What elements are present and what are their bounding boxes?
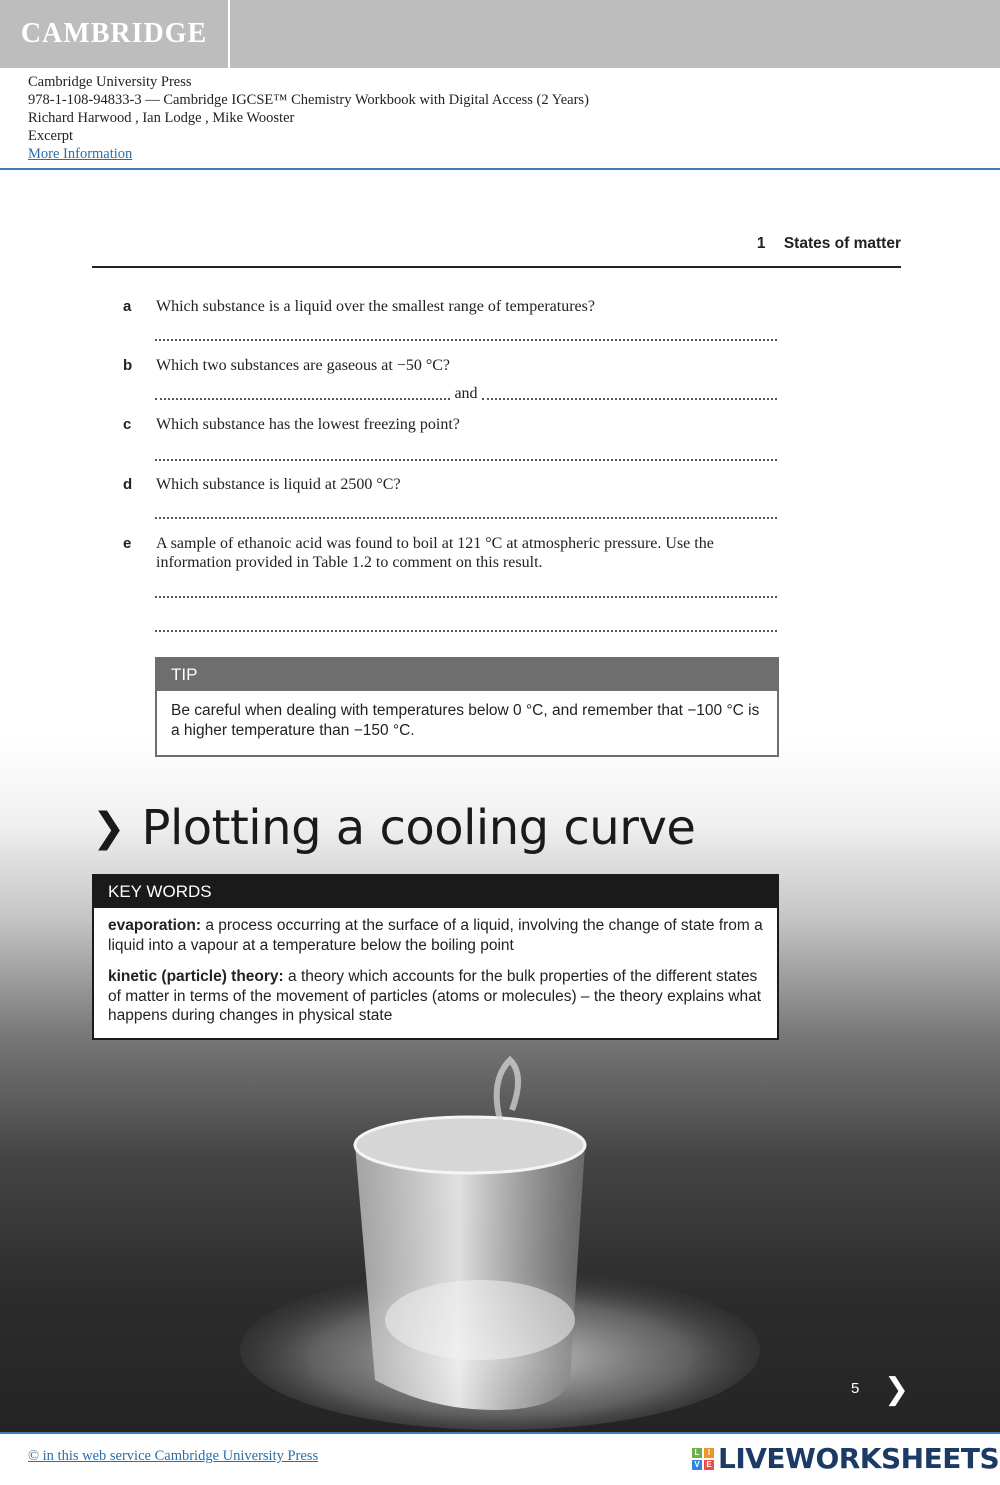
chapter-title: States of matter	[783, 235, 901, 252]
chapter-number: 1	[756, 235, 766, 252]
more-information-link[interactable]: More Information	[28, 146, 133, 162]
tile-v: V	[692, 1460, 702, 1470]
glass-glow	[385, 1280, 575, 1360]
footer-divider	[0, 1432, 1000, 1434]
liveworksheets-logo	[692, 1442, 999, 1475]
key-word-term: kinetic (particle) theory:	[108, 968, 284, 985]
copyright-link[interactable]: © in this web service Cambridge University Press	[28, 1448, 319, 1464]
liveworksheets-tiles-icon	[692, 1448, 714, 1470]
excerpt-label: Excerpt	[28, 128, 74, 144]
glass-rim	[355, 1117, 585, 1173]
answer-line-second[interactable]	[482, 386, 777, 400]
section-heading	[92, 800, 695, 856]
answer-line[interactable]	[155, 517, 777, 519]
question-text: A sample of ethanoic acid was found to boil at 121 °C at atmospheric pressure. Use the information provided in Table 1.2 to comment on this result.	[156, 535, 714, 571]
question-letter: e	[123, 535, 132, 552]
question-text: Which substance has the lowest freezing point?	[156, 416, 460, 433]
glass-body	[355, 1145, 585, 1410]
question-letter: c	[123, 416, 132, 433]
question-text: Which two substances are gaseous at −50 °C?	[156, 357, 451, 374]
header-divider	[0, 168, 1000, 170]
tile-e: E	[704, 1460, 714, 1470]
book-metadata	[28, 73, 589, 163]
answer-line[interactable]	[155, 459, 777, 461]
key-word-entry	[108, 916, 763, 955]
question-letter: b	[123, 357, 133, 374]
authors: Richard Harwood , Ian Lodge , Mike Wooster	[28, 110, 295, 126]
section-title: Plotting a cooling curve	[141, 800, 696, 856]
publisher: Cambridge University Press	[28, 74, 192, 90]
answer-line-first[interactable]	[155, 386, 450, 400]
tile-i: I	[704, 1448, 714, 1458]
running-head-rule	[92, 266, 901, 268]
question-letter: d	[123, 476, 133, 493]
key-word-entry	[108, 967, 763, 1026]
isbn-title: 978-1-108-94833-3 — Cambridge IGCSE™ Chemistry Workbook with Digital Access (2 Years)	[28, 92, 589, 108]
running-head	[757, 235, 901, 253]
brand-text: CAMBRIDGE	[20, 18, 208, 49]
vapour-wisp	[497, 1060, 518, 1120]
tip-body: Be careful when dealing with temperatures below 0 °C, and remember that −100 °C is a higher temperature than −150 °C.	[171, 702, 760, 739]
page-number: 5	[851, 1380, 860, 1397]
key-word-term: evaporation:	[108, 917, 202, 934]
key-words-box	[92, 874, 779, 1040]
key-word-definition: a process occurring at the surface of a liquid, involving the change of state from a liquid into a vapour at a temperature below the boiling point	[108, 917, 763, 954]
tile-l: L	[692, 1448, 702, 1458]
answer-line-pair	[155, 385, 777, 403]
question-text: Which substance is liquid at 2500 °C?	[156, 476, 401, 493]
question-letter: a	[123, 298, 132, 315]
answer-line[interactable]	[155, 630, 777, 632]
chevron-right-icon: ❯	[92, 805, 126, 851]
key-words-heading: KEY WORDS	[94, 876, 777, 908]
glass-illustration	[230, 1050, 770, 1432]
cambridge-logo	[0, 0, 230, 68]
tip-heading: TIP	[157, 659, 777, 691]
next-page-icon[interactable]: ❯	[884, 1372, 910, 1407]
key-words-body	[94, 908, 777, 1038]
question-text: Which substance is a liquid over the smallest range of temperatures?	[156, 298, 595, 315]
top-banner	[0, 0, 1000, 68]
answer-line[interactable]	[155, 596, 777, 598]
key-word-definition: a theory which accounts for the bulk properties of the different states of matter in terms of the movement of particles (atoms or molecules) – the theory explains what happens during changes in physical state	[108, 968, 761, 1024]
answer-line[interactable]	[155, 339, 777, 341]
tip-box	[155, 657, 779, 757]
and-word: and	[454, 385, 478, 402]
liveworksheets-wordmark: LIVEWORKSHEETS	[718, 1442, 1000, 1475]
